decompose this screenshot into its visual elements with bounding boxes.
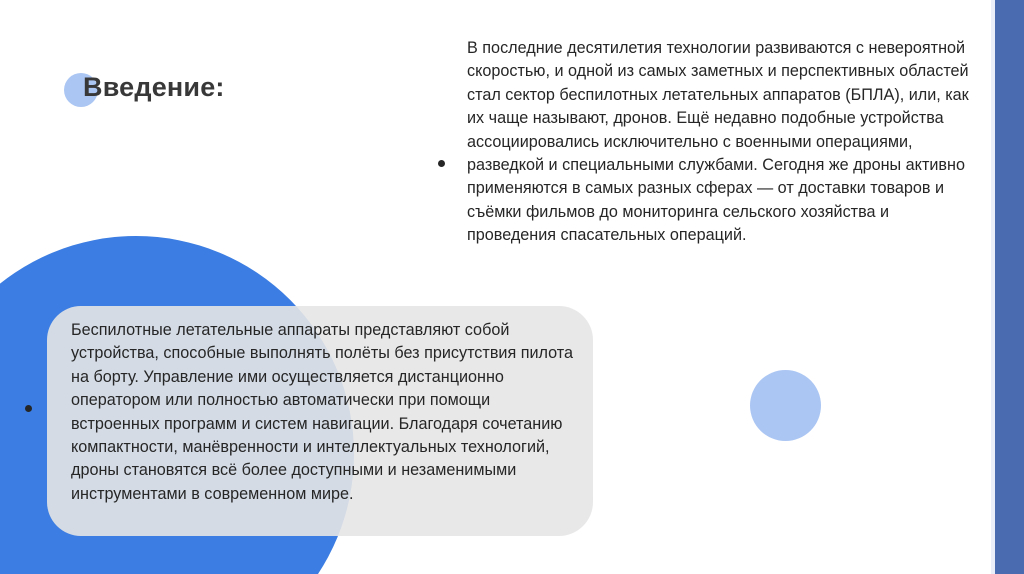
decorative-small-circle: [750, 370, 821, 441]
bullet-dot-icon: [25, 405, 32, 412]
slide-title: Введение:: [83, 72, 225, 102]
bullet-dot-icon: [438, 160, 445, 167]
intro-paragraph: В последние десятилетия технологии развиваются с невероятной скоростью, и одной из самых заметных и перспективных областей стал сектор беспилотных летательных аппаратов (БПЛА), или, как их чаще называют, дронов. Ещё недавно подобные устройства ассоциировались исключительно с военными операциями, разведкой и специальными службами. Сегодня же дроны активно применяются в самых разных сферах — от доставки товаров и съёмки фильмов до мониторинга сельского хозяйства и проведения спасательных операций.: [467, 39, 969, 245]
side-accent-bar: [995, 0, 1024, 574]
definition-paragraph: Беспилотные летательные аппараты представляют собой устройства, способные выполнять полёты без присутствия пилота на борту. Управление ими осуществляется дистанционно оператором или полностью автоматически при помощи встроенных программ и систем навигации. Благодаря сочетанию компактности, манёвренности и интеллектуальных технологий, дроны становятся всё более доступными и незаменимыми инструментами в современном мире.: [71, 321, 574, 503]
